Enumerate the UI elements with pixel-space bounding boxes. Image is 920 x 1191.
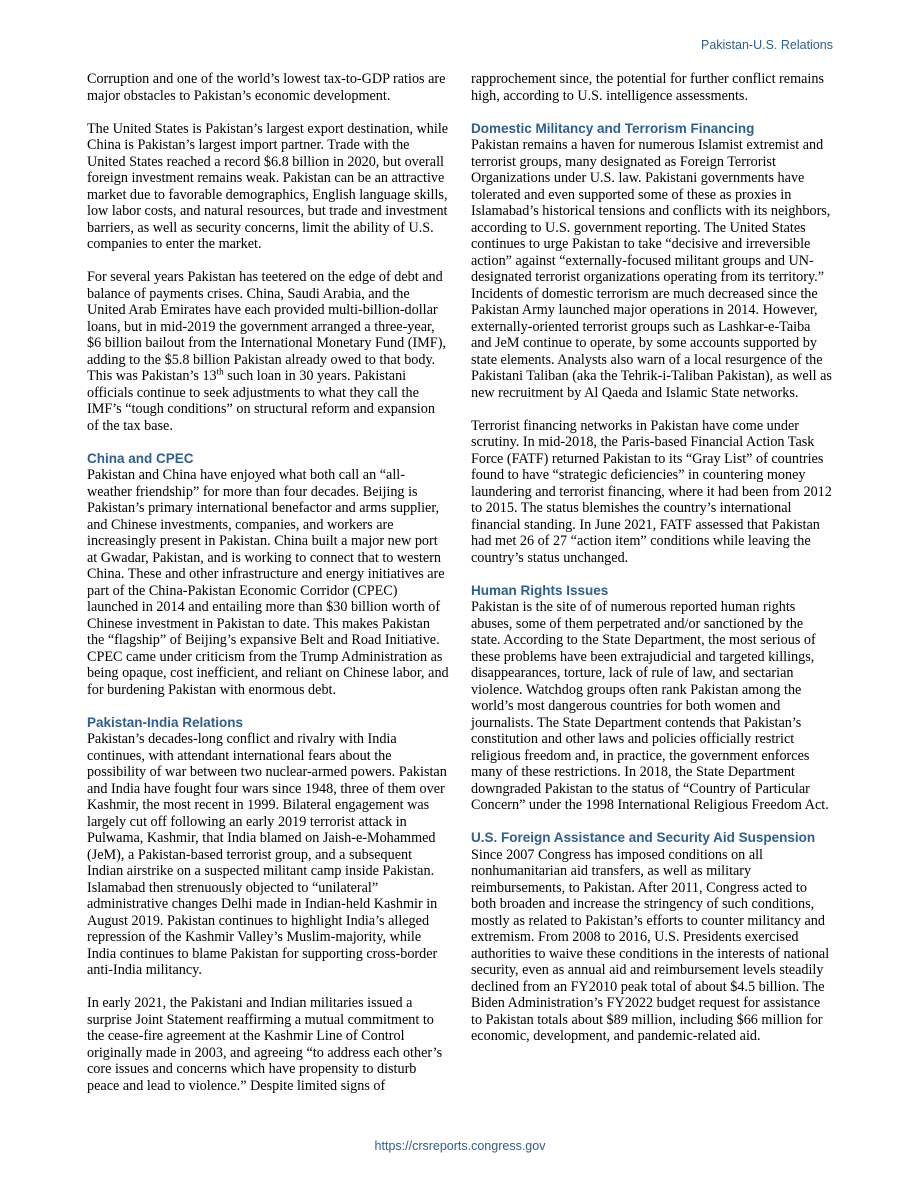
debt-text-part1: For several years Pakistan has teetered on the edge of debt and balance of payments crises. China, Saudi Arabia, and the United Arab Emirates have each provided multi-billion-dollar loans, but in mid-2019 the government arranged a three-year, $6 billion bailout from the International Monetary Fund (IMF), adding to the $5.8 billion Pakistan already owed to that body. This was Pakistan’s 13 xyxy=(87,269,446,384)
paragraph-corruption: Corruption and one of the world’s lowest tax-to-GDP ratios are major obstacles to Pakistan’s economic development. xyxy=(87,71,446,104)
paragraph-foreign-assistance: Since 2007 Congress has imposed conditions on all nonhumanitarian aid transfers, as well as military reimbursements, to Pakistan. After 2011, Congress acted to both broaden and increase the stringency of such conditions, mostly as related to Pakistan’s efforts to counter militancy and extremism. From 2008 to 2016, U.S. Presidents exercised authorities to waive these conditions in the interests of national security, even as annual aid and reimbursement levels steadily declined from an FY2010 peak total of about $4.5 billion. The Biden Administration’s FY2022 budget request for assistance to Pakistan totals about $89 million, including $66 million for economic, development, and pandemic-related aid. xyxy=(471,846,830,1044)
heading-china-cpec: China and CPEC xyxy=(87,450,194,466)
heading-pakistan-india: Pakistan-India Relations xyxy=(87,714,244,730)
ordinal-superscript: th xyxy=(216,366,224,377)
paragraph-china-cpec: Pakistan and China have enjoyed what both call an “all-weather friendship” for more than four decades. Beijing is Pakistan’s primary international benefactor and arms supplier, and Chinese investments, companies, and workers are increasingly present in Pakistan. China built a major new port at Gwadar, Pakistan, and is working to connect that to western China. These and other infrastructure and energy initiatives are part of the China-Pakistan Economic Corridor (CPEC) launched in 2014 and entailing more than $30 billion worth of Chinese investment in Pakistan to date. This makes Pakistan the “flagship” of Beijing’s expansive Belt and Road Initiative. CPEC came under criticism from the Trump Administration as being opaque, cost inefficient, and reliant on Chinese labor, and for burdening Pakistan with enormous debt. xyxy=(87,467,449,698)
heading-militancy: Domestic Militancy and Terrorism Financing xyxy=(471,120,755,136)
running-header-title: Pakistan-U.S. Relations xyxy=(700,38,833,52)
heading-human-rights: Human Rights Issues xyxy=(471,582,609,598)
paragraph-trade: The United States is Pakistan’s largest export destination, while China is Pakistan’s largest import partner. Trade with the United States reached a record $6.8 billion in 2020, but overall foreign investment remains weak. Pakistan can be an attractive market due to favorable demographics, English language skills, low labor costs, and natural resources, but trade and investment barriers, as well as security concerns, limit the ability of U.S. companies to enter the market. xyxy=(87,120,449,252)
paragraph-india-ceasefire: In early 2021, the Pakistani and Indian militaries issued a surprise Joint Statement reaffirming a mutual commitment to the cease-fire agreement at the Kashmir Line of Control originally made in 2003, and agreeing “to address each other’s core issues and concerns which have propensity to disturb peace and lead to violence.” Despite limited signs of xyxy=(87,995,443,1094)
paragraph-india-conflict: Pakistan’s decades-long conflict and rivalry with India continues, with attendant international fears about the possibility of war between two nuclear-armed powers. Pakistan and India have fought four wars since 1948, three of them over Kashmir, the most recent in 1999. Bilateral engagement was largely cut off following an early 2019 terrorist attack in Pulwama, Kashmir, that India blamed on Jaish-e-Mohammed (JeM), a Pakistan-based terrorist group, and a subsequent Indian airstrike on a suspected militant camp inside Pakistan. Islamabad then strenuously objected to “unilateral” administrative changes Delhi made in Indian-held Kashmir in August 2019. Pakistan continues to highlight India’s alleged repression of the Kashmir Valley’s Muslim-majority, while India continues to blame Pakistan for supporting cross-border anti-India militancy. xyxy=(87,731,447,978)
debt-text-part2: such loan in 30 years. Pakistani officials continue to seek adjustments to what they call the IMF’s “tough conditions” on structural reform and expansion of the tax base. xyxy=(87,368,435,434)
footer-url-link[interactable]: https://crsreports.congress.gov xyxy=(374,1139,546,1153)
paragraph-militancy: Pakistan remains a haven for numerous Islamist extremist and terrorist groups, many designated as Foreign Terrorist Organizations under U.S. law. Pakistani governments have tolerated and even supported some of these as proxies in Islamabad’s historical tensions and conflicts with its neighbors, according to U.S. government reporting. The United States continues to urge Pakistan to take “decisive and irreversible action” against “externally-focused militant groups and UN-designated terrorist organizations operating from its territory.” Incidents of domestic terrorism are much decreased since the Pakistan Army launched major operations in 2014. However, externally-oriented terrorist groups such as Lashkar-e-Taiba and JeM continue to operate, by some accounts supported by state elements. Analysts also warn of a local resurgence of the Pakistani Taliban (aka the Tehrik-i-Taliban Pakistan), as well as new recruitment by Al Qaeda and Islamic State networks. xyxy=(471,137,832,401)
heading-foreign-assistance: U.S. Foreign Assistance and Security Aid Suspension xyxy=(471,830,816,845)
left-column xyxy=(87,71,449,1111)
paragraph-human-rights: Pakistan is the site of of numerous reported human rights abuses, some of them perpetrated and/or sanctioned by the state. According to the State Department, the most serious of these problems have been extrajudicial and targeted killings, disappearances, torture, lack of rule of law, and sectarian violence. Watchdog groups often rank Pakistan among the world’s most dangerous countries for both women and journalists. The State Department contends that Pakistan’s constitution and other laws and policies officially restrict religious freedom and, in practice, the government enforces many of these restrictions. In 2018, the State Department downgraded Pakistan to the status of “Country of Particular Concern” under the 1998 International Religious Freedom Act. xyxy=(471,599,829,813)
paragraph-rapprochement: rapprochement since, the potential for further conflict remains high, according to U.S. intelligence assessments. xyxy=(471,71,824,104)
right-column xyxy=(471,71,833,1061)
paragraph-debt-crisis xyxy=(87,269,449,434)
paragraph-terror-financing: Terrorist financing networks in Pakistan have come under scrutiny. In mid-2018, the Paris-based Financial Action Task Force (FATF) returned Pakistan to its “Gray List” of countries found to have “strategic deficiencies” in countering money laundering and terrorist financing, where it had been from 2012 to 2015. The status blemishes the country’s international financial standing. In June 2021, FATF assessed that Pakistan had met 26 of 27 “action item” conditions while leaving the country’s status unchanged. xyxy=(471,417,832,566)
